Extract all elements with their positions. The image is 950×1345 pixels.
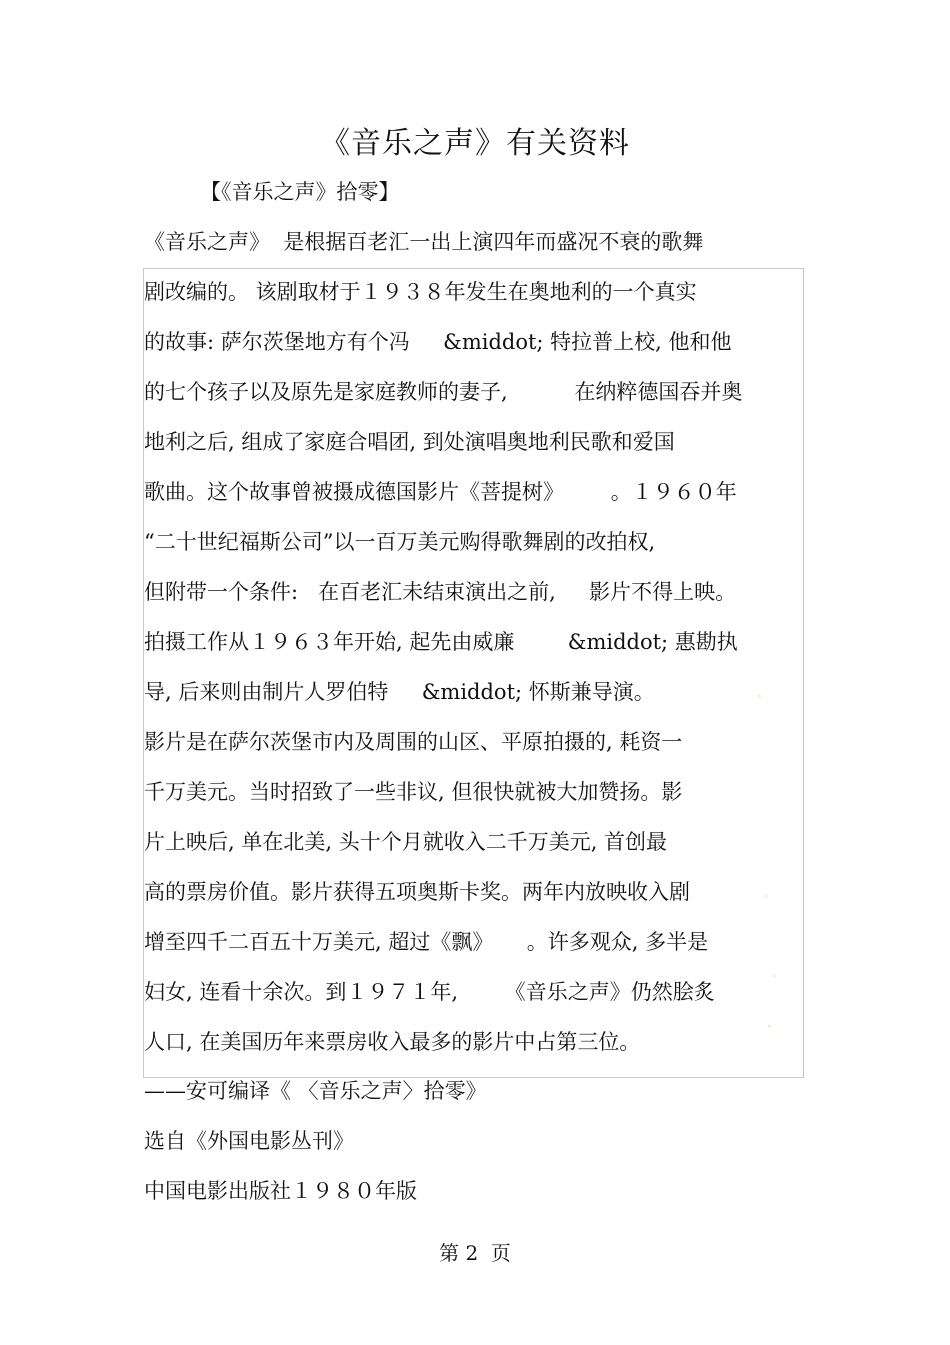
- body-line: 地利之后, 组成了家庭合唱团, 到处演唱奥地利民歌和爱国: [144, 430, 675, 454]
- source-publication-line: 选自《外国电影丛刊》: [144, 1129, 354, 1153]
- source-publisher-line: 中国电影出版社１９８０年版: [144, 1179, 417, 1203]
- faint-background-mark: ·: [762, 880, 771, 913]
- faint-background-mark: ·: [770, 960, 779, 993]
- body-line: “二十世纪福斯公司”以一百万美元购得歌舞剧的改拍权,: [144, 530, 656, 554]
- body-line: 导, 后来则由制片人罗伯特 &middot; 怀斯兼导演。: [144, 680, 655, 704]
- faint-background-mark: ·: [755, 680, 764, 713]
- body-line: 但附带一个条件: 在百老汇未结束演出之前, 影片不得上映。: [144, 580, 737, 604]
- body-line: 影片是在萨尔茨堡市内及周围的山区、平原拍摄的, 耗资一: [144, 730, 683, 754]
- source-translator-line: ——安可编译《 〈音乐之声〉拾零》: [144, 1079, 487, 1103]
- body-line: 增至四千二百五十万美元, 超过《飘》 。许多观众, 多半是: [144, 930, 709, 954]
- body-line: 的故事: 萨尔茨堡地方有个冯 &middot; 特拉普上校, 他和他: [144, 330, 732, 354]
- faint-background-mark: ·: [765, 1010, 774, 1043]
- body-line: 高的票房价值。影片获得五项奥斯卡奖。两年内放映收入剧: [144, 880, 690, 904]
- body-line: 的七个孩子以及原先是家庭教师的妻子, 在纳粹德国吞并奥: [144, 380, 743, 404]
- page-title: 《音乐之声》有关资料: [320, 126, 630, 161]
- page-number: 第 2 页: [439, 1241, 511, 1265]
- body-line: 片上映后, 单在北美, 头十个月就收入二千万美元, 首创最: [144, 830, 668, 854]
- body-line: 人口, 在美国历年来票房收入最多的影片中占第三位。: [144, 1030, 641, 1054]
- body-line: 《音乐之声》 是根据百老汇一出上演四年而盛况不衰的歌舞: [144, 230, 704, 254]
- body-line: 剧改编的。 该剧取材于１９３８年发生在奥地利的一个真实: [144, 280, 697, 304]
- body-line: 千万美元。当时招致了一些非议, 但很快就被大加赞扬。影: [144, 780, 683, 804]
- body-line: 妇女, 连看十余次。到１９７１年, 《音乐之声》仍然脍炙: [144, 980, 715, 1004]
- section-subtitle: 【《音乐之声》拾零】: [200, 180, 400, 204]
- body-line: 拍摄工作从１９６３年开始, 起先由威廉 &middot; 惠勘执: [144, 630, 738, 654]
- body-line: 歌曲。这个故事曾被摄成德国影片《菩提树》 。１９６０年: [144, 480, 737, 504]
